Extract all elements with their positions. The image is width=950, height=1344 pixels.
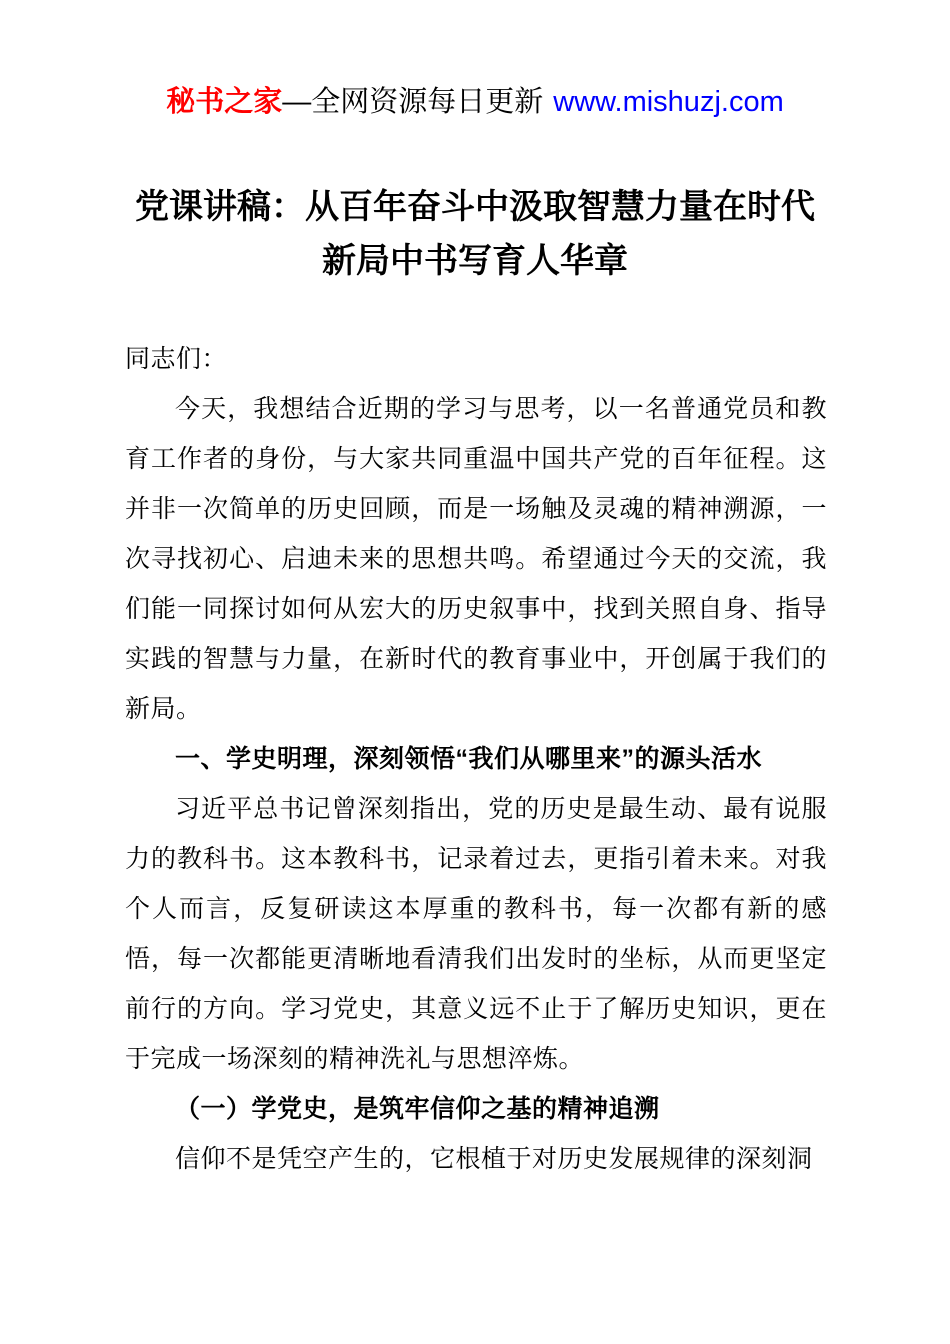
document-title-line1: 党课讲稿：从百年奋斗中汲取智慧力量在时代 [135,188,815,226]
document-title-line2: 新局中书写育人华章 [322,242,628,280]
document-title [0,180,950,288]
body-paragraph-2: 习近平总书记曾深刻指出，党的历史是最生动、最有说服力的教科书。这本教科书，记录着过去，更指引着未来。对我个人而言，反复研读这本厚重的教科书，每一次都有新的感悟，每一次都能更清晰地看清我们出发时的坐标，从而更坚定前行的方向。学习党史，其意义远不止于了解历史知识，更在于完成一场深刻的精神洗礼与思想淬炼。 [125,795,827,1073]
header-separator-dash: — [282,86,312,118]
section-heading-1: 一、学史明理，深刻领悟“我们从哪里来”的源头活水 [175,745,763,773]
salutation: 同志们： [125,345,228,373]
subsection-heading-1: （一）学党史，是筑牢信仰之基的精神追溯 [175,1095,660,1123]
site-brand: 秘书之家 [166,86,283,118]
body-paragraph-3: 信仰不是凭空产生的，它根植于对历史发展规律的深刻洞 [175,1145,813,1173]
site-header [0,82,950,122]
site-tagline: 全网资源每日更新 [311,86,544,118]
document-body [125,334,827,1184]
body-paragraph-1: 今天，我想结合近期的学习与思考，以一名普通党员和教育工作者的身份，与大家共同重温中国共产党的百年征程。这并非一次简单的历史回顾，而是一场触及灵魂的精神溯源，一次寻找初心、启迪未来的思想共鸣。希望通过今天的交流，我们能一同探讨如何从宏大的历史叙事中，找到关照自身、指导实践的智慧与力量，在新时代的教育事业中，开创属于我们的新局。 [125,395,827,723]
site-url-link[interactable]: www.mishuzj.com [553,86,784,118]
